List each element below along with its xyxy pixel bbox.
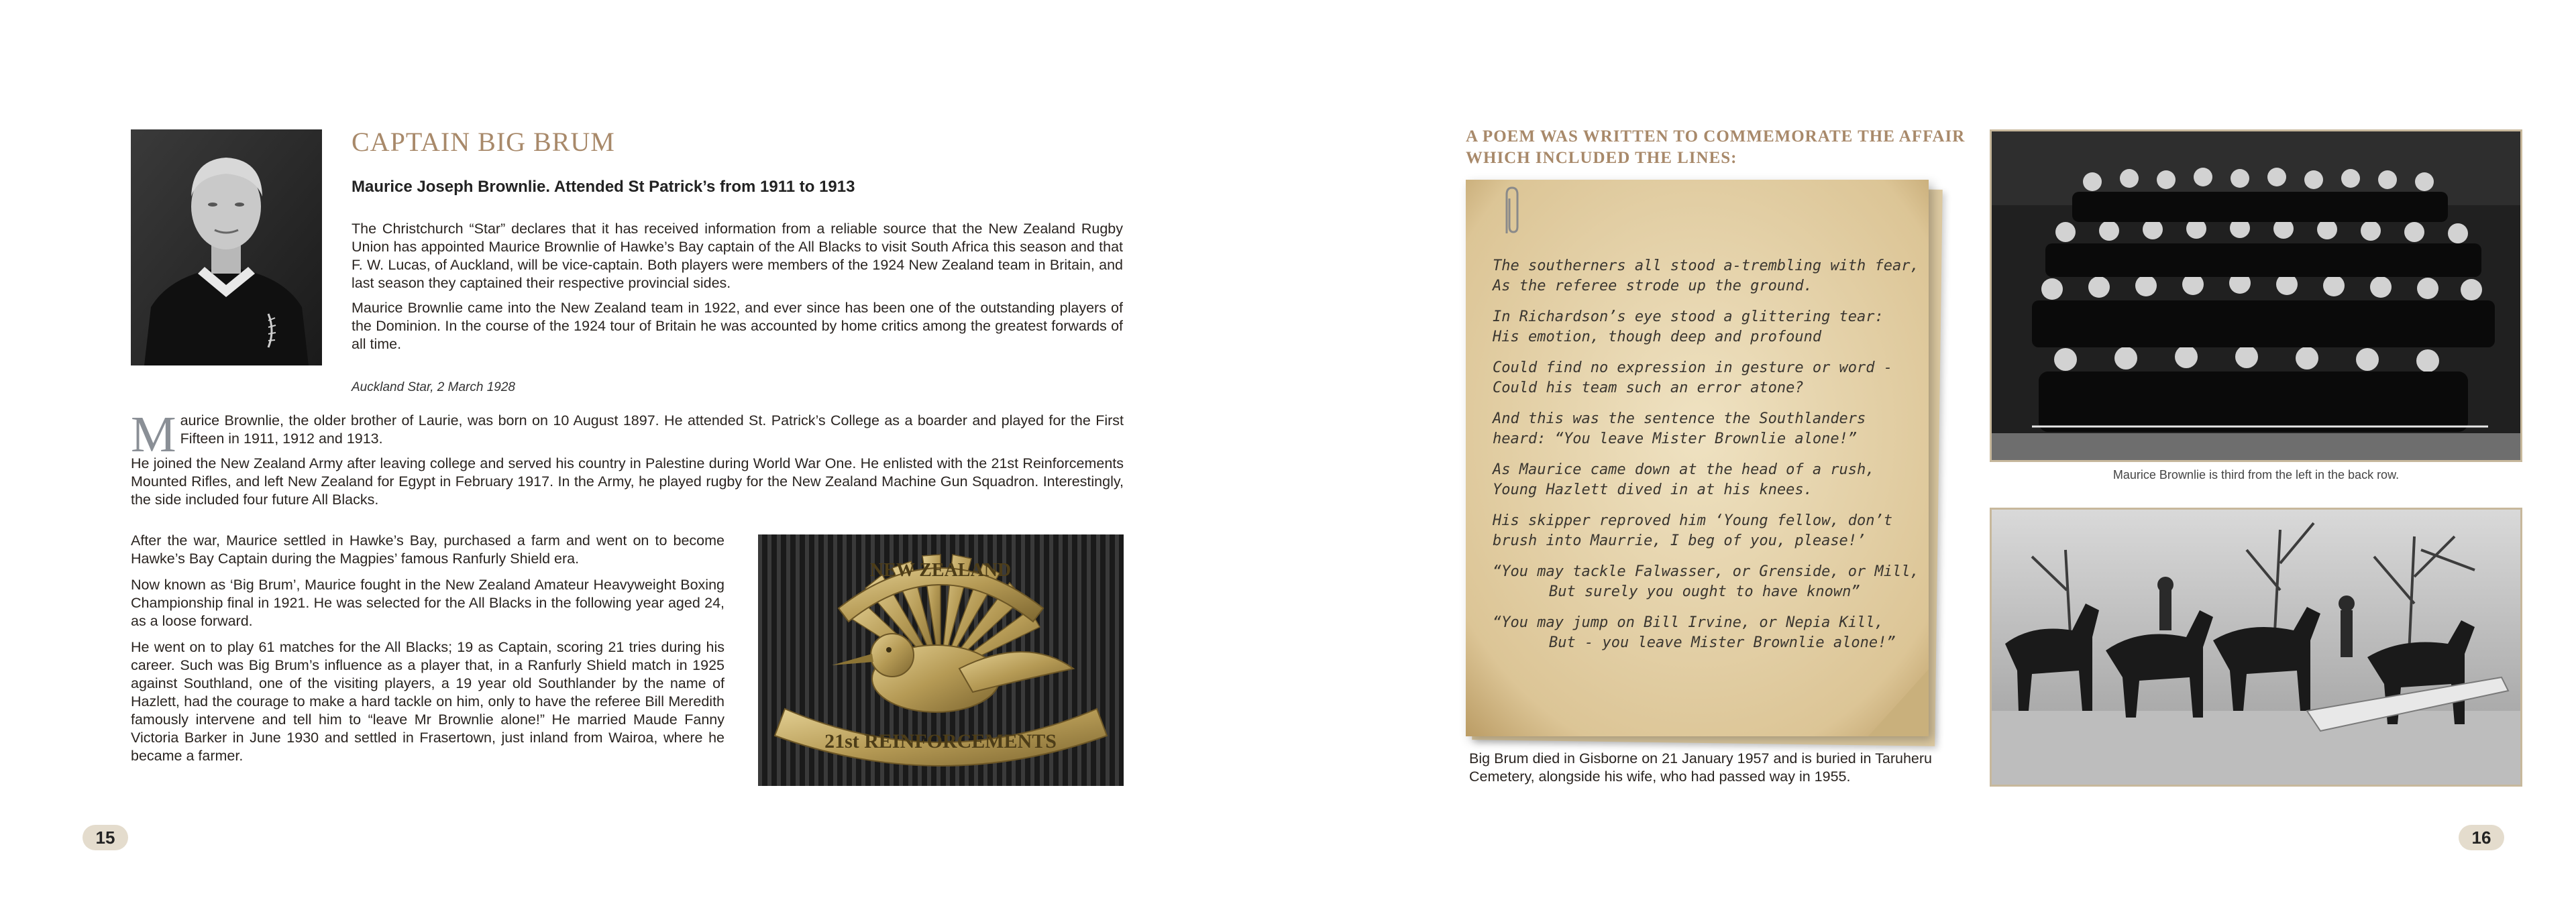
death-note: Big Brum died in Gisborne on 21 January 1957 and is buried in Taruheru Cemetery, alongside his wife, who had passed way in 1955. (1469, 750, 1932, 785)
poem-stanza (1493, 613, 1922, 653)
paperclip-icon (1501, 185, 1523, 239)
poem-line: brush into Maurrie, I beg of you, please!’ (1493, 532, 1866, 549)
team-photo (1990, 129, 2522, 462)
poem-stanza (1493, 460, 1922, 500)
poem-stanza (1493, 511, 1922, 551)
badge-scroll-text: 21st REINFORCEMENTS (824, 730, 1057, 752)
portrait-photo (131, 129, 322, 365)
poem-line: Could his team such an error atone? (1493, 380, 1804, 396)
poem-line: But surely you ought to have known” (1549, 583, 1860, 600)
poem-text (1493, 256, 1922, 664)
poem-stanza (1493, 307, 1922, 347)
poem-line: But - you leave Mister Brownlie alone!” (1549, 634, 1896, 651)
body-text-column (131, 532, 724, 773)
page-title: CAPTAIN BIG BRUM (352, 127, 615, 157)
poem-line: The southerners all stood a-trembling with fear, (1493, 258, 1919, 274)
mounted-rifles-photo (1990, 508, 2522, 787)
body-paragraph: Now known as ‘Big Brum’, Maurice fought in the New Zealand Amateur Heavyweight Boxing Championship final in 1921. He was selected for the All Blacks in the following year aged 24, as a loose forward. (131, 577, 724, 629)
poem-line: Young Hazlett dived in at his knees. (1493, 481, 1813, 498)
intro-paragraph: Maurice Brownlie came into the New Zealand team in 1922, and ever since has been one of the outstanding players of the Dominion. In the course of the 1924 tour of Britain he was accounted by home critics among the greatest forwards of all time. (352, 300, 1123, 352)
poem-line: “You may jump on Bill Irvine, or Nepia Kill, (1493, 614, 1884, 631)
team-photo-caption: Maurice Brownlie is third from the left in the back row. (2112, 468, 2400, 481)
reinforcements-badge-photo (758, 534, 1124, 786)
poem-stanza (1493, 409, 1922, 449)
poem-line: His skipper reproved him ‘Young fellow, don’t (1493, 512, 1893, 529)
poem-line: His emotion, though deep and profound (1493, 329, 1822, 345)
badge-top-text: NEW ZEALAND (869, 560, 1012, 581)
intro-paragraph: The Christchurch “Star” declares that it has received information from a reliable source that the New Zealand Rugby Union has appointed Maurice Brownlie of Hawke’s Bay captain of the All Blacks to visit South Africa this season and that F. W. Lucas, of Auckland, will be vice-captain. Both players were members of the 1924 New Zealand team in Britain, and last season they captained their respective provincial sides. (352, 221, 1123, 291)
drop-cap: M (131, 406, 176, 463)
body-paragraph: He joined the New Zealand Army after leaving college and served his country in Palestine during World War One. He enlisted with the 21st Reinforcements Mounted Rifles, and left New Zealand for Egypt in February 1917. In the Army, he played rugby for the New Zealand Machine Gun Squadron. Interestingly, the side included four future All Blacks. (131, 455, 1124, 508)
page-number-left: 15 (83, 825, 128, 850)
page-subtitle: Maurice Joseph Brownlie. Attended St Patrick’s from 1911 to 1913 (352, 178, 855, 196)
poem-heading: A POEM WAS WRITTEN TO COMMEMORATE THE AFFAIR WHICH INCLUDED THE LINES: (1466, 127, 1966, 167)
body-paragraph: He went on to play 61 matches for the All Blacks; 19 as Captain, scoring 21 tries during his career. Such was Big Brum’s influence as a player that, in a Ranfurly Shield match in 1925 against Southland, one of the visiting players, a 19 year old Southlander by the name of Hazlett, had the courage to make a hard tackle on him, only to have the referee Bill Meredith famously intervene and tell him to “leave Mr Brownlie alone!” He married Maude Fanny Victoria Barker in June 1930 and settled in Frasertown, just inland from Wairoa, where he became a farmer. (131, 639, 724, 764)
intro-quote (352, 220, 1123, 360)
body-paragraph (131, 406, 1124, 463)
body-paragraph-text: aurice Brownlie, the older brother of Laurie, was born on 10 August 1897. He attended St. Patrick’s College as a boarder and played for the First Fifteen in 1911, 1912 and 1913. (180, 412, 1124, 447)
poem-stanza (1493, 256, 1922, 296)
page-number-right: 16 (2459, 825, 2504, 850)
poem-line: Could find no expression in gesture or word - (1493, 359, 1893, 376)
poem-stanza (1493, 358, 1922, 398)
body-paragraph: After the war, Maurice settled in Hawke’s Bay, purchased a farm and went on to become Hawke’s Bay Captain during the Magpies’ famous Ranfurly Shield era. (131, 532, 724, 567)
poem-stanza (1493, 562, 1922, 602)
quote-source: Auckland Star, 2 March 1928 (352, 380, 515, 394)
poem-line: “You may tackle Falwasser, or Grenside, or Mill, (1493, 563, 1919, 580)
poem-line: And this was the sentence the Southlanders (1493, 410, 1866, 427)
poem-line: As the referee strode up the ground. (1493, 278, 1813, 294)
body-text-top (131, 406, 1124, 516)
poem-line: heard: “You leave Mister Brownlie alone!” (1493, 431, 1858, 447)
poem-line: In Richardson’s eye stood a glittering tear: (1493, 308, 1884, 325)
poem-line: As Maurice came down at the head of a rush, (1493, 461, 1875, 478)
